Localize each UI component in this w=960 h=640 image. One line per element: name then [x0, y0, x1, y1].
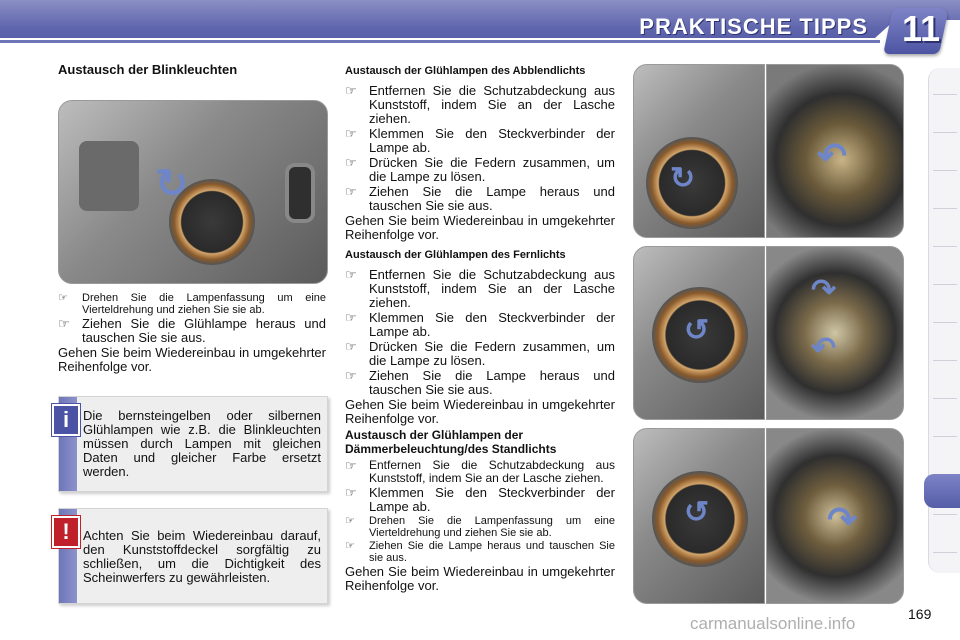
- list-item: ☞ Drehen Sie die Lampenfassung um eine Vierteldrehung und ziehen Sie sie ab.: [58, 292, 326, 316]
- spring-arrow-icon: ↷: [811, 274, 837, 307]
- warning-note-box: [58, 508, 328, 604]
- warning-icon: !: [52, 516, 80, 548]
- list-item: ☞ Ziehen Sie die Glühlampe heraus und tauschen Sie sie aus.: [58, 316, 326, 345]
- chapter-title: PRAKTISCHE TIPPS: [639, 14, 868, 39]
- list-item: ☞ Drehen Sie die Lampenfassung um eine Vierteldrehung und ziehen Sie sie ab.: [345, 515, 615, 539]
- tab-divider: [933, 284, 957, 285]
- section-heading-side-light: Austausch der Glühlampen der Dämmerbeleuchtung/des Standlichts: [345, 428, 557, 456]
- tab-divider: [933, 398, 957, 399]
- rotate-arrow-icon: ↷: [827, 499, 858, 540]
- tab-divider: [933, 360, 957, 361]
- bend-arrow-icon: ↶: [817, 135, 848, 176]
- blinker-instructions: [58, 292, 326, 374]
- low-beam-section: [345, 64, 615, 242]
- list-item: ☞ Entfernen Sie die Schutzabdeckung aus Kunststoff, indem Sie an der Lasche ziehen.: [345, 458, 615, 485]
- pointer-icon: ☞: [345, 184, 357, 199]
- photo-high-beam-left: [633, 246, 765, 420]
- pointer-icon: ☞: [345, 267, 357, 282]
- rotate-arrow-icon: ↻: [670, 162, 696, 195]
- tab-divider: [933, 436, 957, 437]
- rotate-arrow-icon: ↺: [684, 496, 710, 529]
- pointer-icon: ☞: [345, 126, 357, 141]
- chapter-number: 11: [901, 8, 941, 49]
- pointer-icon: ☞: [345, 310, 357, 325]
- connector: [285, 163, 315, 223]
- reassembly-note: Gehen Sie beim Wiedereinbau in umgekehrter Reihenfolge vor.: [58, 345, 326, 374]
- pointer-icon: ☞: [345, 540, 355, 552]
- side-light-section: [345, 428, 615, 593]
- list-item: ☞ Drücken Sie die Federn zusammen, um die Lampe zu lösen.: [345, 155, 615, 184]
- high-beam-section: [345, 248, 615, 426]
- list-item: ☞ Klemmen Sie den Steckverbinder der Lampe ab.: [345, 126, 615, 155]
- warning-note-text: Achten Sie beim Wiedereinbau darauf, den Kunststoffdeckel sorgfältig zu schließen, um die Dichtigkeit des Scheinwerfers zu gewährleisten.: [83, 528, 321, 585]
- pointer-icon: ☞: [345, 155, 357, 170]
- reassembly-note: Gehen Sie beim Wiedereinbau in umgekehrter Reihenfolge vor.: [345, 564, 615, 593]
- tab-divider: [933, 94, 957, 95]
- pointer-icon: ☞: [345, 458, 357, 473]
- tab-divider: [933, 322, 957, 323]
- info-icon: i: [52, 404, 80, 436]
- list-item: ☞ Klemmen Sie den Steckverbinder der Lampe ab.: [345, 310, 615, 339]
- pointer-icon: ☞: [58, 316, 70, 331]
- tab-divider: [933, 246, 957, 247]
- pointer-icon: ☞: [345, 515, 355, 527]
- tab-divider: [933, 208, 957, 209]
- tab-divider: [933, 132, 957, 133]
- reassembly-note: Gehen Sie beim Wiedereinbau in umgekehrter Reihenfolge vor.: [345, 213, 615, 242]
- list-item: ☞ Ziehen Sie die Lampe heraus und tauschen Sie sie aus.: [345, 540, 615, 564]
- header-divider: [0, 40, 880, 43]
- page-number: 169: [908, 606, 932, 622]
- list-item: ☞ Entfernen Sie die Schutzabdeckung aus Kunststoff, indem Sie an der Lasche ziehen.: [345, 267, 615, 310]
- tab-divider: [933, 514, 957, 515]
- photo-low-beam-left: [633, 64, 765, 238]
- pointer-icon: ☞: [58, 292, 68, 304]
- pointer-icon: ☞: [345, 368, 357, 383]
- photo-low-beam-right: [766, 64, 904, 238]
- chapter-tab-active[interactable]: [924, 474, 960, 508]
- section-heading-blinker: Austausch der Blinkleuchten: [58, 62, 238, 77]
- reassembly-note: Gehen Sie beim Wiedereinbau in umgekehrter Reihenfolge vor.: [345, 397, 615, 426]
- rotate-arrow-icon: ↻: [155, 162, 189, 206]
- photo-side-light-right: [766, 428, 904, 604]
- photo-turn-signal-bulb: [58, 100, 328, 284]
- info-note-box: [58, 396, 328, 492]
- housing-part: [79, 141, 139, 211]
- spring-arrow-icon: ↶: [811, 332, 837, 365]
- list-item: ☞ Klemmen Sie den Steckverbinder der Lampe ab.: [345, 485, 615, 514]
- tab-divider: [933, 170, 957, 171]
- pointer-icon: ☞: [345, 339, 357, 354]
- list-item: ☞ Drücken Sie die Federn zusammen, um die Lampe zu lösen.: [345, 339, 615, 368]
- pointer-icon: ☞: [345, 485, 357, 500]
- photo-side-light-left: [633, 428, 765, 604]
- rotate-arrow-icon: ↺: [684, 314, 710, 347]
- info-note-text: Die bernsteingelben oder silbernen Glühlampen wie z.B. die Blinkleuchten müssen durch Lampen mit gleichen Daten und gleicher Farbe ersetzt werden.: [83, 408, 321, 479]
- list-item: ☞ Entfernen Sie die Schutzabdeckung aus Kunststoff, indem Sie an der Lasche ziehen.: [345, 83, 615, 126]
- watermark: carmanualsonline.info: [690, 614, 856, 633]
- pointer-icon: ☞: [345, 83, 357, 98]
- list-item: ☞ Ziehen Sie die Lampe heraus und tauschen Sie sie aus.: [345, 368, 615, 397]
- section-heading-high-beam: Austausch der Glühlampen des Fernlichts: [345, 249, 566, 261]
- photo-high-beam-right: [766, 246, 904, 420]
- list-item: ☞ Ziehen Sie die Lampe heraus und tauschen Sie sie aus.: [345, 184, 615, 213]
- tab-divider: [933, 552, 957, 553]
- section-heading-low-beam: Austausch der Glühlampen des Abblendlichts: [345, 65, 586, 77]
